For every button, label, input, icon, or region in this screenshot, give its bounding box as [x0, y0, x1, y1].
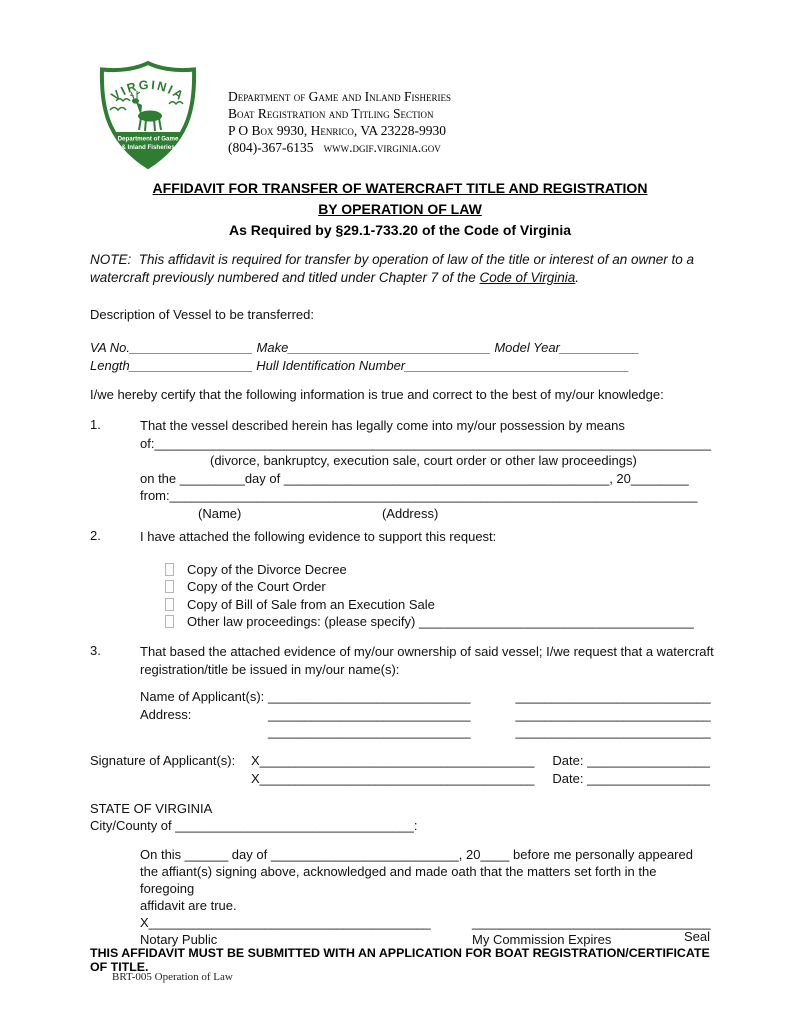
signature-date-blank-1: Date: _________________: [552, 753, 710, 768]
vessel-fields: [90, 339, 716, 374]
signature-label: Signature of Applicant(s):: [90, 753, 236, 768]
applicant-name-row: [140, 688, 714, 706]
title-line-3: As Required by §29.1-733.20 of the Code of Virginia: [228, 222, 572, 238]
item-3-line-2: registration/title be issued in my/our name(s):: [140, 661, 400, 677]
city-county-line: City/County of _________________________________:: [90, 818, 418, 833]
state-of-virginia-line: STATE OF VIRGINIA: [90, 801, 213, 816]
signature-row-1: [90, 752, 710, 770]
note-code-of-virginia: Code of Virginia: [479, 270, 576, 285]
court-order-checkbox[interactable]: [165, 580, 174, 593]
title-line-2: BY OPERATION OF LAW: [318, 201, 482, 217]
notary-body-line-2: the affiant(s) signing above, acknowledged and made oath that the matters set forth in the foregoing: [140, 864, 661, 896]
item-1: [90, 417, 714, 522]
signature-section: [90, 752, 710, 787]
item-1-address-label: (Address): [381, 505, 439, 521]
court-order-label: Copy of the Court Order: [187, 579, 326, 594]
item-3-number: 3.: [90, 643, 101, 658]
logo-virginia-arc-text: VIRGINIA: [108, 77, 188, 104]
agency-po-box: P O Box 9930, Henrico, VA 23228-9930: [228, 123, 447, 138]
applicant-address-row: [140, 706, 714, 724]
applicant-name-blank-2: ___________________________: [515, 689, 711, 704]
applicant-address-blank-2: ___________________________: [515, 706, 711, 722]
applicant-name-label: Name of Applicant(s):: [140, 689, 265, 704]
signature-date-blank-2: Date: _________________: [552, 770, 710, 786]
applicant-blank-label: [140, 723, 268, 741]
vessel-line-va-make-modelyear: VA No._________________ Make____________________________ Model Year___________: [90, 340, 640, 355]
note-period: .: [575, 270, 580, 285]
item-1-name-label: (Name): [198, 505, 242, 521]
bill-of-sale-checkbox[interactable]: [165, 598, 174, 611]
agency-address-block: [228, 88, 451, 156]
item-1-of-blank: of:_____________________________________________________________________________: [140, 435, 712, 451]
submission-requirement-line: THIS AFFIDAVIT MUST BE SUBMITTED WITH AN APPLICATION FOR BOAT REGISTRATION/CERTIFICATE OF TITLE.: [90, 946, 714, 974]
item-3: [90, 643, 714, 741]
item-1-content: [140, 417, 714, 522]
certify-statement: I/we hereby certify that the following information is true and correct to the best of my/our knowledge:: [90, 387, 664, 402]
dgif-logo: [93, 60, 203, 170]
vessel-line-length-hull: Length_________________ Hull Identification Number_______________________________: [90, 357, 630, 373]
item-2-content: [140, 528, 714, 631]
commission-expires-blank: _________________________________: [472, 915, 711, 930]
item-1-line-1: That the vessel described herein has legally come into my/our possession by means: [140, 418, 625, 433]
checkbox-row-divorce-decree: [140, 561, 714, 579]
other-proceedings-checkbox[interactable]: [165, 615, 174, 628]
commission-expires-label: My Commission Expires: [472, 932, 612, 947]
checkbox-row-court-order: [140, 578, 714, 596]
logo-banner-line-1: Department of Game: [117, 135, 179, 143]
notary-body-line-1: On this ______ day of __________________________, 20____ before me personally appeared: [140, 847, 693, 862]
notary-public-label: Notary Public: [140, 932, 218, 947]
applicant-address2-blank-1: ____________________________: [268, 724, 471, 739]
item-2-intro: I have attached the following evidence to support this request:: [140, 529, 497, 544]
bill-of-sale-label: Copy of Bill of Sale from an Execution Sale: [187, 596, 435, 612]
signature-label-spacer: [90, 770, 251, 788]
item-3-content: [140, 643, 714, 741]
notary-x-blank: X_______________________________________: [140, 915, 431, 930]
divorce-decree-label: Copy of the Divorce Decree: [187, 561, 347, 577]
agency-phone-web: (804)-367-6135 www.dgif.virginia.gov: [228, 140, 441, 155]
applicant-address-label: Address:: [140, 706, 192, 722]
checkbox-row-other-proceedings: [140, 613, 714, 631]
signature-x-blank-2: X______________________________________: [251, 770, 535, 786]
other-proceedings-label: Other law proceedings: (please specify) ______________________________________: [187, 614, 694, 629]
signature-x-blank-1: X______________________________________: [251, 753, 535, 768]
logo-banner-line-2: & Inland Fisheries: [121, 144, 175, 151]
seal-label: Seal: [683, 929, 710, 944]
item-1-sublabels: [140, 505, 714, 523]
note-text: NOTE: This affidavit is required for transfer by operation of law of the title or interest of an owner to a watercraft previously numbered and titled under Chapter 7 of the: [90, 252, 698, 285]
notary-section: [90, 800, 712, 948]
item-3-line-1: That based the attached evidence of my/our ownership of said vessel; I/we request that a watercraft: [140, 644, 714, 659]
divorce-decree-checkbox[interactable]: [165, 563, 174, 576]
notary-body-line-3: affidavit are true.: [140, 898, 237, 913]
item-2: [90, 528, 714, 631]
item-1-date-blanks: on the _________day of _____________________________________________, 20________: [140, 470, 689, 486]
item-1-from-blank: from:_________________________________________________________________________: [140, 488, 698, 503]
signature-row-2: [90, 770, 710, 788]
agency-name: Department of Game and Inland Fisheries: [228, 89, 452, 104]
note-paragraph: [90, 251, 704, 287]
evidence-checkbox-list: [140, 561, 714, 631]
checkbox-row-bill-of-sale: [140, 596, 714, 614]
item-1-number: 1.: [90, 417, 101, 432]
dgif-logo-svg: [93, 60, 203, 170]
vessel-description-heading: Description of Vessel to be transferred:: [90, 307, 315, 322]
form-title: [0, 178, 800, 241]
title-line-1: AFFIDAVIT FOR TRANSFER OF WATERCRAFT TITLE AND REGISTRATION: [152, 180, 648, 196]
applicant-rows: [140, 688, 714, 741]
item-1-parenthetical: (divorce, bankruptcy, execution sale, court order or other law proceedings): [210, 453, 637, 468]
agency-section: Boat Registration and Titling Section: [228, 106, 434, 121]
applicant-name-blank-1: ____________________________: [268, 689, 471, 704]
item-2-number: 2.: [90, 528, 101, 543]
form-number: BRT-005 Operation of Law: [112, 971, 233, 983]
applicant-address2-blank-2: ___________________________: [515, 724, 711, 739]
applicant-address-row-2: [140, 723, 714, 741]
notary-body: [90, 846, 712, 914]
applicant-address-blank-1: ____________________________: [268, 706, 471, 722]
